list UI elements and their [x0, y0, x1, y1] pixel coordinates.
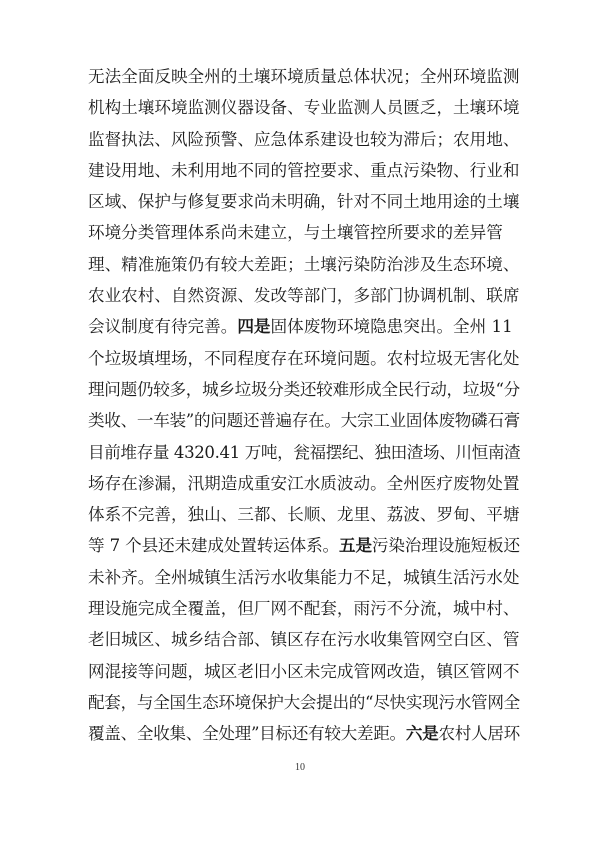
- text-line: 建设用地、未利用地不同的管控要求、重点污染物、行业和: [88, 160, 520, 180]
- text-line: 农业农村、自然资源、发改等部门，多部门协调机制、联席: [88, 286, 520, 306]
- text-line: 未补齐。全州城镇生活污水收集能力不足，城镇生活污水处: [88, 567, 520, 587]
- text-line: 监督执法、风险预警、应急体系建设也较为滞后；农用地、: [88, 129, 520, 149]
- text-line: 体系不完善，独山、三都、长顺、龙里、荔波、罗甸、平塘: [88, 505, 520, 525]
- section-label: 四是: [237, 317, 271, 337]
- text-line: [88, 311, 520, 342]
- text-line: 区域、保护与修复要求尚未明确，针对不同土地用途的土壤: [88, 192, 520, 212]
- text-line: 机构土壤环境监测仪器设备、专业监测人员匮乏，土壤环境: [88, 98, 520, 118]
- text-segment: 农村人居环: [438, 724, 520, 744]
- section-label: 五是: [339, 536, 372, 556]
- text-line: [88, 718, 520, 749]
- section-label: 六是: [405, 724, 439, 744]
- text-line: 老旧城区、城乡结合部、镇区存在污水收集管网空白区、管: [88, 630, 520, 650]
- text-line: 配套，与全国生态环境保护大会提出的“尽快实现污水管网全: [88, 692, 520, 712]
- text-line: [88, 530, 520, 561]
- page-number: 10: [295, 762, 305, 773]
- text-segment: 会议制度有待完善。: [88, 317, 238, 337]
- text-line: 个垃圾填埋场，不同程度存在环境问题。农村垃圾无害化处: [88, 348, 520, 368]
- text-line: 环境分类管理体系尚未建立，与土壤管控所要求的差异管: [88, 223, 503, 243]
- text-line: 理问题仍较多，城乡垃圾分类还较难形成全民行动，垃圾“分: [88, 379, 520, 399]
- text-line: 网混接等问题，城区老旧小区未完成管网改造，镇区管网不: [88, 661, 520, 681]
- text-segment: 污染治理设施短板还: [371, 536, 520, 556]
- text-line: 理、精准施策仍有较大差距；土壤污染防治涉及生态环境、: [88, 254, 520, 274]
- text-line: 目前堆存量 4320.41 万吨，瓮福摆纪、独田渣场、川恒南渣: [88, 442, 521, 462]
- text-segment: 等 7 个县还未建成处置转运体系。: [88, 536, 339, 556]
- text-line: 理设施完成全覆盖，但厂网不配套，雨污不分流，城中村、: [88, 599, 520, 619]
- text-segment: 覆盖、全收集、全处理”目标还有较大差距。: [88, 724, 406, 744]
- text-segment: 固体废物环境隐患突出。全州 11: [270, 317, 513, 337]
- text-line: 无法全面反映全州的土壤环境质量总体状况；全州环境监测: [88, 67, 520, 86]
- body-text: [88, 61, 520, 750]
- text-line: 类收、一车装”的问题还普遍存在。大宗工业固体废物磷石膏: [88, 411, 520, 431]
- text-line: 场存在渗漏，汛期造成重安江水质波动。全州医疗废物处置: [88, 473, 520, 493]
